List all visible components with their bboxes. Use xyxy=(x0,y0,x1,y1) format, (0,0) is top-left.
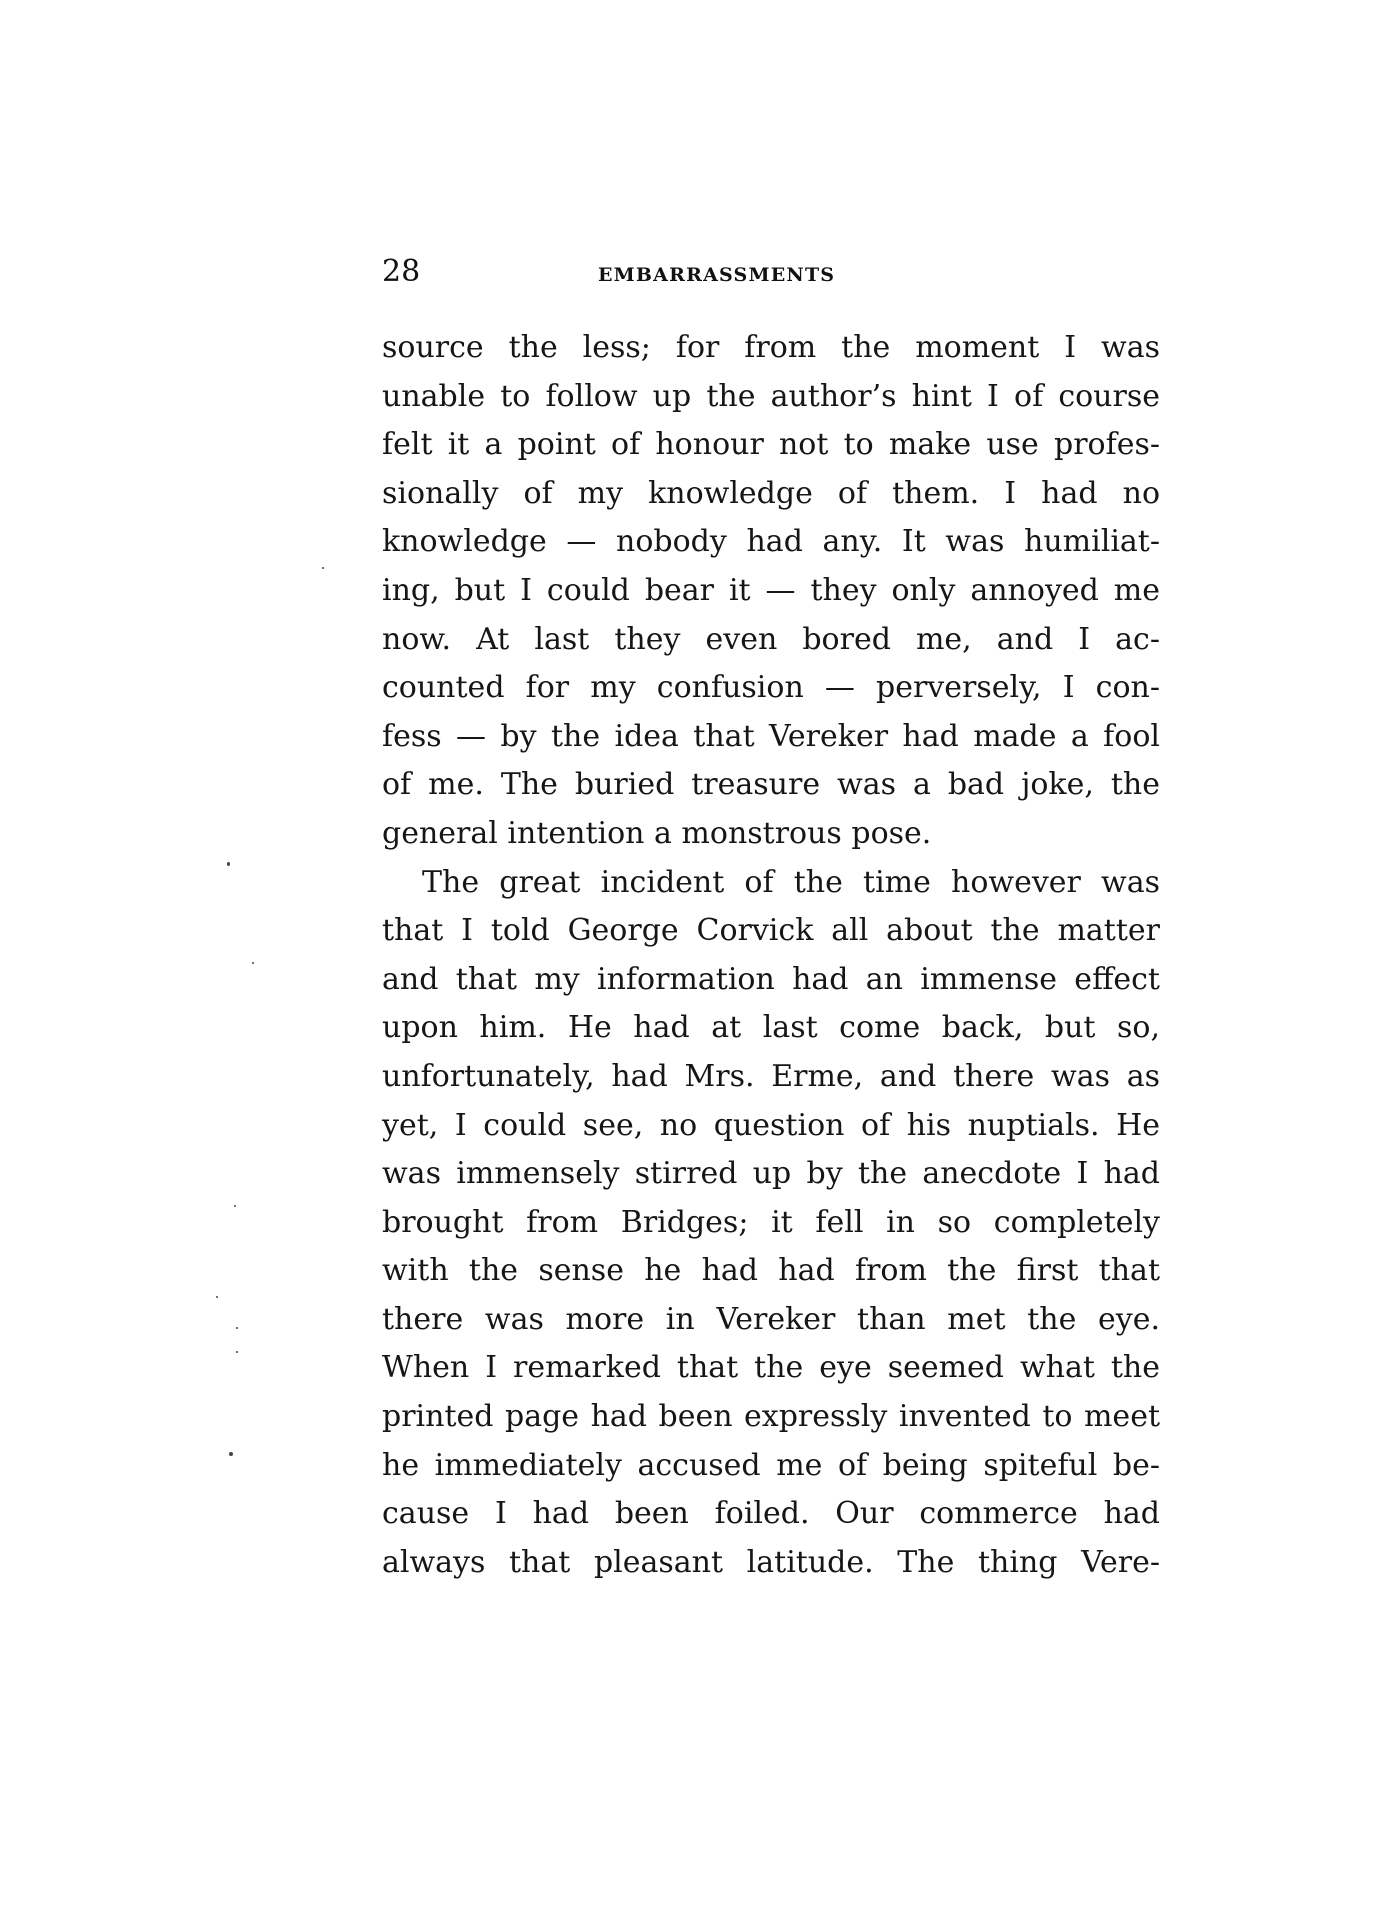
text-line: unfortunately, had Mrs. Erme, and there was as xyxy=(382,1058,1160,1094)
text-line: ing, but I could bear it — they only annoyed me xyxy=(382,572,1160,608)
text-line: that I told George Corvick all about the matter xyxy=(382,913,1160,949)
text-line: sionally of my knowledge of them. I had no xyxy=(382,475,1160,511)
text-line: unable to follow up the author’s hint I of course xyxy=(382,378,1160,414)
text-line: he immediately accused me of being spiteful be- xyxy=(382,1447,1160,1483)
scan-speck xyxy=(234,1205,236,1207)
scan-speck xyxy=(227,862,230,866)
text-line: yet, I could see, no question of his nuptials. He xyxy=(382,1107,1160,1143)
page-number: 28 xyxy=(382,254,421,289)
text-line: now. At last they even bored me, and I ac- xyxy=(382,621,1160,657)
running-title: EMBARRASSMENTS xyxy=(598,264,836,286)
scan-speck xyxy=(229,1452,233,1456)
running-head xyxy=(382,254,1162,294)
body-text xyxy=(382,324,1160,1587)
scan-speck xyxy=(216,1296,218,1298)
text-line: always that pleasant latitude. The thing Vere- xyxy=(382,1544,1160,1580)
text-line: felt it a point of honour not to make use profes- xyxy=(382,427,1160,463)
text-line: When I remarked that the eye seemed what the xyxy=(382,1350,1160,1386)
text-line: cause I had been foiled. Our commerce had xyxy=(382,1496,1160,1532)
scan-speck xyxy=(236,1327,238,1329)
text-line: there was more in Vereker than met the eye. xyxy=(382,1301,1160,1337)
text-line: brought from Bridges; it fell in so completely xyxy=(382,1204,1160,1240)
text-line: knowledge — nobody had any. It was humiliat- xyxy=(382,524,1160,560)
text-line: with the sense he had had from the first that xyxy=(382,1253,1160,1289)
text-line: was immensely stirred up by the anecdote I had xyxy=(382,1156,1160,1192)
text-line: upon him. He had at last come back, but so, xyxy=(382,1010,1160,1046)
paragraph-first-line: The great incident of the time however was xyxy=(422,864,1160,900)
text-line: counted for my confusion — perversely, I con- xyxy=(382,670,1160,706)
text-line: of me. The buried treasure was a bad joke, the xyxy=(382,767,1160,803)
text-line: printed page had been expressly invented to meet xyxy=(382,1399,1160,1435)
text-line: source the less; for from the moment I was xyxy=(382,330,1160,365)
scan-speck xyxy=(236,1351,238,1353)
text-line: and that my information had an immense effect xyxy=(382,961,1160,997)
text-line: fess — by the idea that Vereker had made a fool xyxy=(382,718,1160,754)
scan-speck xyxy=(252,962,254,964)
text-line: general intention a monstrous pose. xyxy=(382,815,932,851)
scan-speck xyxy=(322,567,324,569)
